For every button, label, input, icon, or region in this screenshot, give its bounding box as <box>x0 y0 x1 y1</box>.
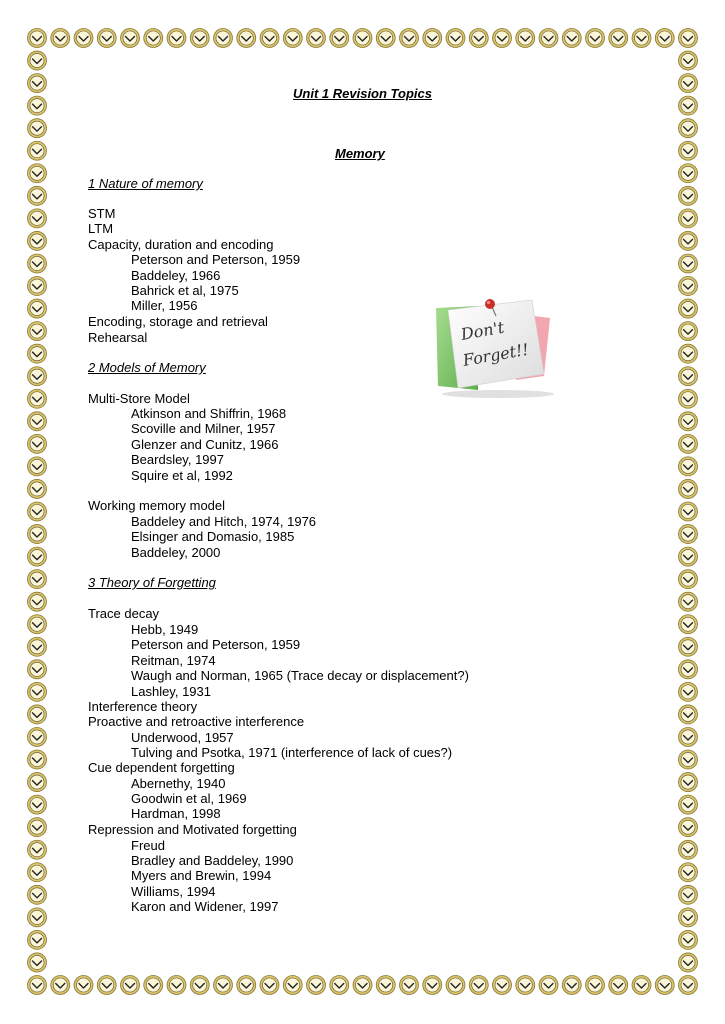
smiley-clock-icon <box>307 29 326 48</box>
smiley-clock-icon <box>28 637 47 656</box>
smiley-clock-icon <box>679 254 698 273</box>
smiley-clock-icon <box>28 908 47 927</box>
reference-line: Baddeley and Hitch, 1974, 1976 <box>131 514 317 529</box>
smiley-clock-icon <box>679 592 698 611</box>
topic-line: Encoding, storage and retrieval <box>88 314 268 329</box>
reference-line: Miller, 1956 <box>131 298 198 313</box>
smiley-clock-icon <box>679 209 698 228</box>
smiley-clock-icon <box>679 367 698 386</box>
smiley-clock-icon <box>446 976 465 995</box>
section-heading: 2 Models of Memory <box>88 360 206 375</box>
smiley-clock-icon <box>260 976 279 995</box>
reference-line: Atkinson and Shiffrin, 1968 <box>131 406 287 421</box>
smiley-clock-icon <box>28 547 47 566</box>
smiley-clock-icon <box>376 29 395 48</box>
smiley-clock-icon <box>679 976 698 995</box>
smiley-clock-icon <box>28 164 47 183</box>
smiley-clock-icon <box>679 231 698 250</box>
smiley-clock-icon <box>679 863 698 882</box>
smiley-clock-icon <box>28 953 47 972</box>
smiley-clock-icon <box>679 705 698 724</box>
smiley-clock-icon <box>28 479 47 498</box>
smiley-clock-icon <box>28 119 47 138</box>
smiley-clock-icon <box>28 818 47 837</box>
smiley-clock-icon <box>609 29 628 48</box>
reference-line: Tulving and Psotka, 1971 (interference of lack of cues?) <box>131 745 453 760</box>
smiley-clock-icon <box>28 367 47 386</box>
smiley-clock-icon <box>214 29 233 48</box>
smiley-clock-icon <box>28 570 47 589</box>
reference-line: Abernethy, 1940 <box>131 776 226 791</box>
smiley-clock-icon <box>679 795 698 814</box>
smiley-clock-icon <box>679 186 698 205</box>
smiley-clock-icon <box>97 976 116 995</box>
smiley-clock-icon <box>562 976 581 995</box>
smiley-clock-icon <box>679 637 698 656</box>
topic-line: Proactive and retroactive interference <box>88 714 305 729</box>
smiley-clock-icon <box>190 29 209 48</box>
topic-line: Cue dependent forgetting <box>88 760 235 775</box>
smiley-clock-icon <box>28 727 47 746</box>
smiley-clock-icon <box>423 976 442 995</box>
topic-line: Working memory model <box>88 498 226 513</box>
sticker-text-line2: Forget!! <box>461 339 531 370</box>
smiley-clock-icon <box>283 29 302 48</box>
smiley-clock-icon <box>679 502 698 521</box>
smiley-clock-icon <box>28 231 47 250</box>
smiley-clock-icon <box>679 818 698 837</box>
smiley-clock-icon <box>167 976 186 995</box>
section-title: Memory <box>335 146 385 161</box>
smiley-clock-icon <box>97 29 116 48</box>
smiley-clock-icon <box>28 773 47 792</box>
reference-line: Baddeley, 2000 <box>131 545 221 560</box>
reference-line: Glenzer and Cunitz, 1966 <box>131 437 279 452</box>
smiley-clock-icon <box>376 976 395 995</box>
smiley-clock-icon <box>679 615 698 634</box>
reference-line: Waugh and Norman, 1965 (Trace decay or displacement?) <box>131 668 469 683</box>
smiley-clock-icon <box>609 976 628 995</box>
smiley-clock-icon <box>679 434 698 453</box>
reference-line: Bradley and Baddeley, 1990 <box>131 853 294 868</box>
smiley-clock-icon <box>493 976 512 995</box>
dont-forget-note-icon <box>434 296 558 400</box>
smiley-clock-icon <box>28 412 47 431</box>
smiley-clock-icon <box>121 976 140 995</box>
smiley-clock-icon <box>28 660 47 679</box>
reference-line: Goodwin et al, 1969 <box>131 791 247 806</box>
reference-line: Elsinger and Domasio, 1985 <box>131 529 295 544</box>
smiley-clock-icon <box>28 795 47 814</box>
smiley-clock-icon <box>679 141 698 160</box>
smiley-clock-icon <box>679 299 698 318</box>
smiley-clock-icon <box>655 29 674 48</box>
reference-line: Squire et al, 1992 <box>131 468 233 483</box>
smiley-clock-icon <box>28 885 47 904</box>
smiley-clock-icon <box>28 525 47 544</box>
smiley-clock-icon <box>679 412 698 431</box>
smiley-clock-icon <box>679 277 698 296</box>
topic-line: Rehearsal <box>88 330 148 345</box>
smiley-clock-icon <box>121 29 140 48</box>
smiley-clock-icon <box>74 976 93 995</box>
smiley-clock-icon <box>28 976 47 995</box>
smiley-clock-icon <box>679 525 698 544</box>
smiley-clock-icon <box>516 976 535 995</box>
smiley-clock-icon <box>28 457 47 476</box>
smiley-clock-icon <box>632 976 651 995</box>
smiley-clock-icon <box>330 976 349 995</box>
smiley-clock-icon <box>28 434 47 453</box>
topic-line: Capacity, duration and encoding <box>88 237 274 252</box>
topic-line: Interference theory <box>88 699 198 714</box>
smiley-clock-icon <box>586 976 605 995</box>
reference-line: Reitman, 1974 <box>131 653 216 668</box>
smiley-clock-icon <box>237 29 256 48</box>
smiley-clock-icon <box>679 953 698 972</box>
smiley-clock-icon <box>190 976 209 995</box>
smiley-clock-icon <box>539 976 558 995</box>
smiley-clock-icon <box>632 29 651 48</box>
smiley-clock-icon <box>167 29 186 48</box>
smiley-clock-icon <box>469 29 488 48</box>
smiley-clock-icon <box>28 51 47 70</box>
smiley-clock-icon <box>679 930 698 949</box>
smiley-clock-icon <box>353 29 372 48</box>
sticker-text-line1: Don't <box>459 317 506 344</box>
smiley-clock-icon <box>679 344 698 363</box>
smiley-clock-icon <box>28 840 47 859</box>
reference-line: Hardman, 1998 <box>131 806 221 821</box>
reference-line: Bahrick et al, 1975 <box>131 283 239 298</box>
topic-line: Trace decay <box>88 606 160 621</box>
reference-line: Freud <box>131 838 165 853</box>
topic-line: Repression and Motivated forgetting <box>88 822 297 837</box>
smiley-clock-icon <box>679 164 698 183</box>
reference-line: Beardsley, 1997 <box>131 452 224 467</box>
smiley-clock-icon <box>28 615 47 634</box>
smiley-clock-icon <box>237 976 256 995</box>
smiley-clock-icon <box>679 51 698 70</box>
smiley-clock-icon <box>679 389 698 408</box>
reference-line: Scoville and Milner, 1957 <box>131 421 276 436</box>
smiley-clock-icon <box>260 29 279 48</box>
smiley-clock-icon <box>28 705 47 724</box>
white-note <box>448 300 544 388</box>
smiley-clock-icon <box>283 976 302 995</box>
smiley-clock-icon <box>679 750 698 769</box>
smiley-clock-icon <box>28 186 47 205</box>
smiley-clock-icon <box>539 29 558 48</box>
smiley-clock-icon <box>469 976 488 995</box>
smiley-clock-icon <box>679 773 698 792</box>
smiley-clock-icon <box>28 299 47 318</box>
smiley-clock-icon <box>655 976 674 995</box>
smiley-clock-icon <box>400 976 419 995</box>
smiley-clock-icon <box>679 119 698 138</box>
smiley-clock-icon <box>679 457 698 476</box>
reference-line: Myers and Brewin, 1994 <box>131 868 272 883</box>
smiley-clock-icon <box>679 840 698 859</box>
smiley-clock-icon <box>214 976 233 995</box>
reference-line: Baddeley, 1966 <box>131 268 221 283</box>
topic-line: Multi-Store Model <box>88 391 190 406</box>
smiley-clock-icon <box>28 502 47 521</box>
section-heading: 3 Theory of Forgetting <box>88 575 216 590</box>
reference-line: Karon and Widener, 1997 <box>131 899 279 914</box>
smiley-clock-icon <box>28 277 47 296</box>
smiley-clock-icon <box>679 570 698 589</box>
smiley-clock-icon <box>679 547 698 566</box>
smiley-clock-icon <box>144 29 163 48</box>
smiley-clock-icon <box>28 209 47 228</box>
smiley-clock-icon <box>353 976 372 995</box>
topic-line: STM <box>88 206 116 221</box>
smiley-clock-icon <box>28 930 47 949</box>
reference-line: Peterson and Peterson, 1959 <box>131 252 301 267</box>
smiley-clock-icon <box>28 254 47 273</box>
smiley-clock-icon <box>679 908 698 927</box>
smiley-clock-icon <box>423 29 442 48</box>
reference-line: Underwood, 1957 <box>131 730 234 745</box>
smiley-clock-icon <box>679 727 698 746</box>
smiley-clock-icon <box>679 29 698 48</box>
smiley-clock-icon <box>28 863 47 882</box>
smiley-clock-icon <box>28 322 47 341</box>
smiley-clock-icon <box>679 682 698 701</box>
smiley-clock-icon <box>28 750 47 769</box>
smiley-clock-icon <box>28 592 47 611</box>
smiley-clock-icon <box>330 29 349 48</box>
smiley-clock-icon <box>28 682 47 701</box>
reference-line: Lashley, 1931 <box>131 684 211 699</box>
reference-line: Williams, 1994 <box>131 884 216 899</box>
smiley-clock-icon <box>307 976 326 995</box>
section-heading: 1 Nature of memory <box>88 176 203 191</box>
smiley-clock-icon <box>51 29 70 48</box>
smiley-clock-icon <box>493 29 512 48</box>
smiley-clock-icon <box>28 29 47 48</box>
reference-line: Peterson and Peterson, 1959 <box>131 637 301 652</box>
smiley-clock-icon <box>28 141 47 160</box>
topic-line: LTM <box>88 221 114 236</box>
smiley-clock-icon <box>562 29 581 48</box>
smiley-clock-icon <box>446 29 465 48</box>
smiley-clock-icon <box>28 344 47 363</box>
smiley-clock-icon <box>679 660 698 679</box>
smiley-clock-icon <box>28 389 47 408</box>
smiley-clock-icon <box>516 29 535 48</box>
smiley-clock-icon <box>679 322 698 341</box>
smiley-clock-icon <box>51 976 70 995</box>
smiley-clock-icon <box>586 29 605 48</box>
smiley-clock-icon <box>400 29 419 48</box>
smiley-clock-icon <box>144 976 163 995</box>
smiley-clock-icon <box>679 885 698 904</box>
smiley-clock-icon <box>74 29 93 48</box>
reference-line: Hebb, 1949 <box>131 622 199 637</box>
smiley-clock-icon <box>679 479 698 498</box>
page-title: Unit 1 Revision Topics <box>293 86 432 101</box>
